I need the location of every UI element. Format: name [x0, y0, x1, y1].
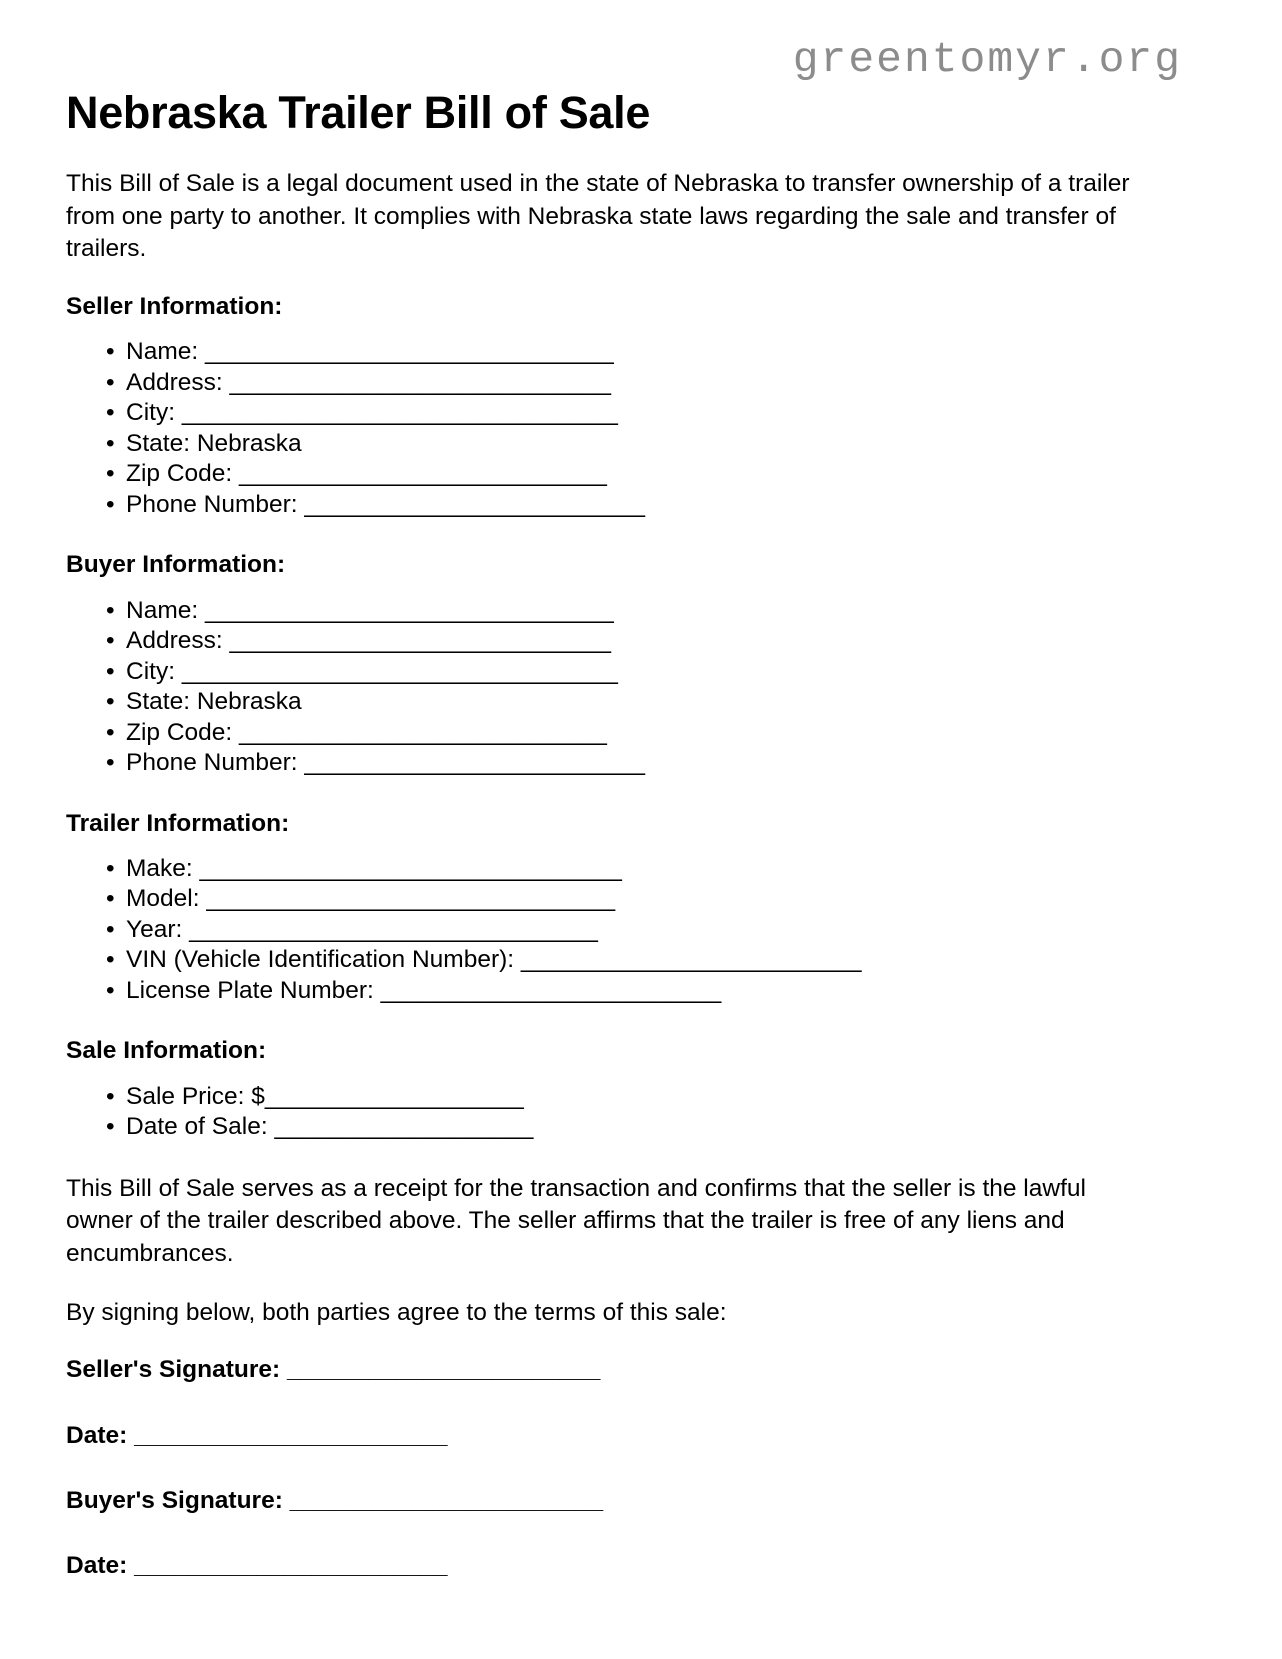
field-label: Phone Number:: [126, 749, 305, 777]
field-label: License Plate Number:: [126, 976, 381, 1004]
site-watermark: greentomyr.org: [792, 35, 1182, 84]
field-blank-line[interactable]: ___________________: [274, 1113, 534, 1141]
list-item: [66, 718, 1151, 749]
signing-paragraph: By signing below, both parties agree to the terms of this sale:: [66, 1298, 727, 1326]
buyer-signature-line: [66, 1486, 1151, 1515]
field-blank-line[interactable]: _________________________: [304, 749, 646, 777]
signature-block: [66, 1355, 1151, 1581]
document-body: [66, 168, 1151, 1581]
list-item: [66, 687, 1151, 718]
list-item: [66, 884, 1151, 915]
field-blank-line[interactable]: ____________________________: [229, 627, 612, 655]
field-blank-line[interactable]: _________________________: [380, 976, 722, 1004]
field-label: State: Nebraska: [126, 429, 302, 457]
list-item: [66, 657, 1151, 688]
buyer-signature-label: Buyer's Signature:: [66, 1486, 290, 1514]
closing-paragraph: This Bill of Sale serves as a receipt for the transaction and confirms that the seller is the lawful owner of the trailer described above. The seller affirms that the trailer is free of any liens and encumbrances.: [66, 1174, 1086, 1267]
field-label: State: Nebraska: [126, 688, 302, 716]
field-blank-line[interactable]: ________________________________: [181, 399, 618, 427]
field-label: Make:: [126, 854, 200, 882]
field-label: Model:: [126, 885, 207, 913]
list-item: [66, 748, 1151, 779]
list-item: [66, 337, 1151, 368]
field-blank-line[interactable]: ___________________________: [239, 460, 607, 488]
field-blank-line[interactable]: ____________________________: [229, 368, 612, 396]
section-heading-sale: Sale Information:: [66, 1037, 267, 1065]
field-label: City:: [126, 657, 182, 685]
seller-field-list: [66, 337, 1151, 520]
list-item: [66, 626, 1151, 657]
field-label: VIN (Vehicle Identification Number):: [126, 946, 521, 974]
page-title: Nebraska Trailer Bill of Sale: [66, 87, 651, 138]
list-item: [66, 368, 1151, 399]
field-label: Phone Number:: [126, 490, 305, 518]
sale-field-list: [66, 1082, 1151, 1143]
field-blank-line[interactable]: ______________________________: [206, 885, 616, 913]
list-item: [66, 490, 1151, 521]
buyer-field-list: [66, 596, 1151, 779]
list-item: [66, 1112, 1151, 1143]
buyer-signature-blank[interactable]: _______________________: [289, 1486, 604, 1514]
field-label: Name:: [126, 596, 205, 624]
field-blank-line[interactable]: ___________________________: [239, 718, 607, 746]
list-item: [66, 854, 1151, 885]
field-label: City:: [126, 399, 182, 427]
list-item: [66, 976, 1151, 1007]
field-blank-line[interactable]: ______________________________: [204, 338, 614, 366]
field-blank-line[interactable]: _______________________________: [199, 854, 622, 882]
seller-signature-line: [66, 1355, 1151, 1384]
field-label: Year:: [126, 915, 190, 943]
seller-signature-blank[interactable]: _______________________: [286, 1356, 601, 1384]
list-item: [66, 459, 1151, 490]
seller-date-line: [66, 1421, 1151, 1450]
field-label: Name:: [126, 338, 205, 366]
buyer-date-label: Date:: [66, 1552, 135, 1580]
list-item: [66, 945, 1151, 976]
seller-signature-label: Seller's Signature:: [66, 1356, 287, 1384]
field-blank-line[interactable]: _________________________: [520, 946, 862, 974]
field-blank-line[interactable]: ________________________________: [181, 657, 618, 685]
seller-date-label: Date:: [66, 1421, 135, 1449]
list-item: [66, 915, 1151, 946]
field-label: Zip Code:: [126, 718, 240, 746]
section-heading-trailer: Trailer Information:: [66, 809, 290, 837]
section-heading-buyer: Buyer Information:: [66, 551, 286, 579]
field-label: Date of Sale:: [126, 1113, 275, 1141]
section-heading-seller: Seller Information:: [66, 292, 283, 320]
field-label: Address:: [126, 368, 230, 396]
list-item: [66, 429, 1151, 460]
trailer-field-list: [66, 854, 1151, 1007]
field-label: Zip Code:: [126, 460, 240, 488]
field-label: Address:: [126, 627, 230, 655]
field-blank-line[interactable]: _________________________: [304, 490, 646, 518]
list-item: [66, 398, 1151, 429]
intro-paragraph: This Bill of Sale is a legal document used in the state of Nebraska to transfer ownership of a trailer from one party to another. It complies with Nebraska state laws regarding the sale and transfer of trailers.: [66, 170, 1130, 263]
field-blank-line[interactable]: ______________________________: [189, 915, 598, 943]
list-item: [66, 1082, 1151, 1113]
seller-date-blank[interactable]: _______________________: [134, 1421, 448, 1449]
buyer-date-blank[interactable]: _______________________: [134, 1552, 448, 1580]
buyer-date-line: [66, 1551, 1151, 1580]
field-label: Sale Price: $: [126, 1082, 265, 1110]
field-blank-line[interactable]: ______________________________: [204, 596, 614, 624]
list-item: [66, 596, 1151, 627]
field-blank-line[interactable]: ___________________: [264, 1082, 524, 1110]
